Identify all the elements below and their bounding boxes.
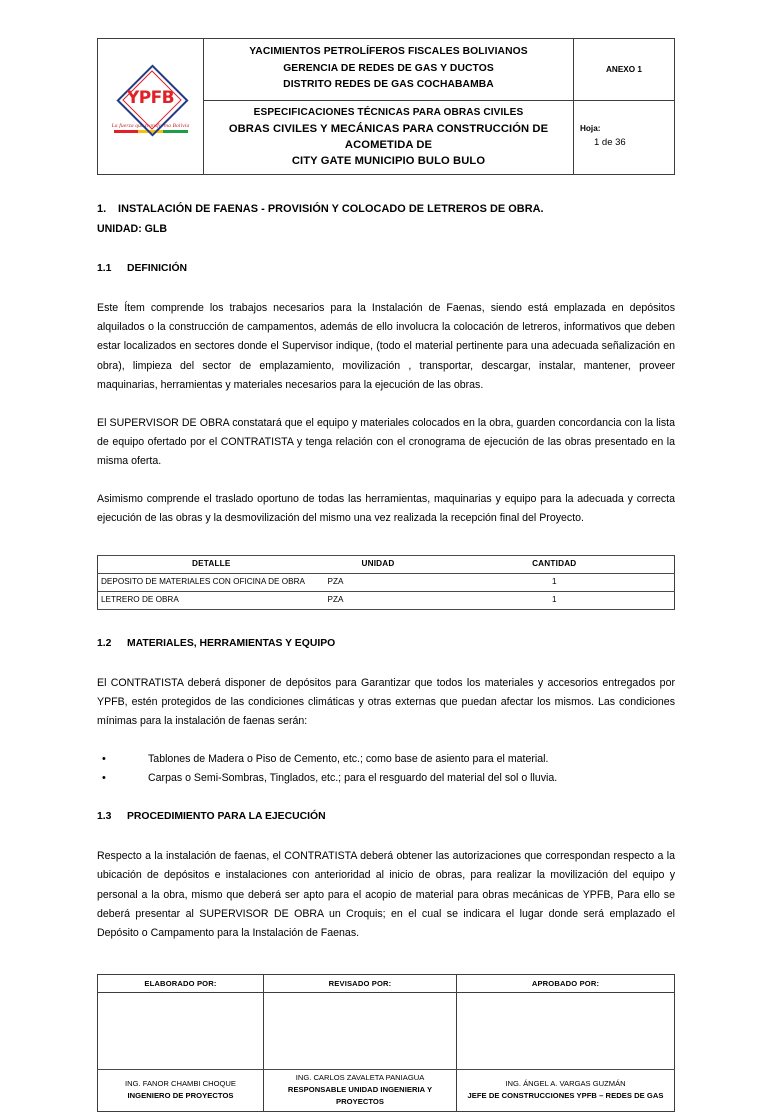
column-header-detalle: DETALLE xyxy=(98,555,325,573)
sheet-value: 1 de 36 xyxy=(580,136,668,150)
spacer xyxy=(97,610,675,636)
bullet-dot-icon: • xyxy=(102,750,106,770)
cell-unidad: PZA xyxy=(325,573,435,591)
signature-header-row xyxy=(98,974,675,993)
ypfb-diamond-icon xyxy=(108,76,194,122)
signer-elaborado xyxy=(98,1070,264,1112)
subsection-number: 1.3 xyxy=(97,809,127,825)
ypfb-tagline: La fuerza que transforma Bolivia xyxy=(105,123,197,129)
section-number: 1. xyxy=(97,201,118,217)
section-unit: UNIDAD: GLB xyxy=(97,221,675,237)
cell-detalle: LETRERO DE OBRA xyxy=(98,591,325,609)
signature-space-elaborado xyxy=(98,993,264,1070)
subsection-heading-1-2 xyxy=(97,636,675,652)
paragraph-1-1-a: Este Ítem comprende los trabajos necesarios para la Instalación de Faenas, siendo está emplazada en depósitos alquilados o la construcción de campamentos, además de ello involucra la colocación de letreros, informativos que deben estar localizados en sectores donde el Supervisor indique, (todo el material pertinente para una adecuada señalización en obra), limpieza del sector de emplazamiento, movilización , transportar, descargar, instalar, mantener, proveer maquinarias, herramientas y materiales necesarios para la ejecución de las obras. xyxy=(97,299,675,396)
signer-name: ING. FANOR CHAMBI CHOQUE xyxy=(100,1078,261,1090)
ypfb-wordmark: YPFB xyxy=(108,89,194,107)
signature-header-revisado: REVISADO POR: xyxy=(264,974,457,993)
subsection-title: MATERIALES, HERRAMIENTAS Y EQUIPO xyxy=(127,638,335,649)
item-table-head xyxy=(98,555,675,573)
signer-name: ING. CARLOS ZAVALETA PANIAGUA xyxy=(266,1072,454,1084)
column-header-unidad: UNIDAD xyxy=(325,555,435,573)
spacer xyxy=(97,396,675,414)
bar-green xyxy=(163,130,188,133)
document-body xyxy=(97,201,675,1112)
doc-line-1: ESPECIFICACIONES TÉCNICAS PARA OBRAS CIVILES xyxy=(208,105,569,121)
cell-cantidad: 1 xyxy=(435,591,675,609)
sheet-number-cell xyxy=(574,100,675,174)
signature-blank-row xyxy=(98,993,675,1070)
signer-revisado xyxy=(264,1070,457,1112)
signature-name-row xyxy=(98,1070,675,1112)
subsection-title: PROCEDIMIENTO PARA LA EJECUCIÓN xyxy=(127,811,326,822)
signer-name: ING. ÁNGEL A. VARGAS GUZMÁN xyxy=(459,1078,672,1090)
header-row-org xyxy=(98,39,675,101)
logo-cell xyxy=(98,39,204,175)
subsection-heading-1-3 xyxy=(97,809,675,825)
table-row xyxy=(98,591,675,609)
paragraph-1-3-a: Respecto a la instalación de faenas, el CONTRATISTA deberá obtener las autorizaciones que correspondan respecto a la ubicación de depósitos e instalaciones con anterioridad al inicio de obras, para realizar la movilización del equipo y personal a la obra, mismo que deberá ser apto para el acopio de material para obras mecánicas de YPFB, Para ello se deberá presentar al SUPERVISOR DE OBRA un Croquis; en el cual se indicara el lugar donde será emplazado el Depósito o Campamento para la Instalación de Faenas. xyxy=(97,847,675,944)
bar-red xyxy=(114,130,139,133)
cell-cantidad: 1 xyxy=(435,573,675,591)
org-line-1: YACIMIENTOS PETROLÍFEROS FISCALES BOLIVIANOS xyxy=(208,44,569,61)
signer-role: RESPONSABLE UNIDAD INGENIERIA Y PROYECTOS xyxy=(266,1084,454,1108)
spacer xyxy=(97,472,675,490)
subsection-title: DEFINICIÓN xyxy=(127,263,187,274)
signature-header-aprobado: APROBADO POR: xyxy=(457,974,675,993)
list-item xyxy=(97,750,675,770)
paragraph-1-1-b: El SUPERVISOR DE OBRA constatará que el equipo y materiales colocados en la obra, guarden concordancia con la lista de equipo ofertado por el CONTRATISTA y tenga relación con el cronograma de ejecución de las obras presentado en la misma oferta. xyxy=(97,414,675,472)
bullet-dot-icon: • xyxy=(102,769,106,789)
paragraph-1-1-c: Asimismo comprende el traslado oportuno de todas las herramientas, maquinarias y equipo para la adecuada y correcta ejecución de las obras y la desmovilización del mismo una vez realizada la recepción final del Proyecto. xyxy=(97,490,675,529)
org-line-3: DISTRITO REDES DE GAS COCHABAMBA xyxy=(208,77,569,94)
section-title-text: INSTALACIÓN DE FAENAS - PROVISIÓN Y COLOCADO DE LETREROS DE OBRA. xyxy=(118,203,544,215)
spacer xyxy=(97,825,675,847)
organization-title-cell xyxy=(204,39,574,101)
org-line-2: GERENCIA DE REDES DE GAS Y DUCTOS xyxy=(208,61,569,78)
signer-aprobado xyxy=(457,1070,675,1112)
spacer xyxy=(97,529,675,555)
signature-block-table xyxy=(97,974,675,1112)
column-header-cantidad: CANTIDAD xyxy=(435,555,675,573)
document-header-table xyxy=(97,38,675,175)
signature-header-elaborado: ELABORADO POR: xyxy=(98,974,264,993)
item-table-body xyxy=(98,573,675,609)
paragraph-1-2-a: El CONTRATISTA deberá disponer de depósitos para Garantizar que todos los materiales y accesorios entregados por YPFB, estén protegidos de las condiciones climáticas y otras externas que puedan afectar los mismos. Las condiciones mínimas para la instalación de faenas serán: xyxy=(97,674,675,732)
table-row xyxy=(98,573,675,591)
cell-unidad: PZA xyxy=(325,591,435,609)
sheet-label: Hoja: xyxy=(580,124,600,133)
materials-bullet-list xyxy=(97,750,675,789)
annex-label-cell: ANEXO 1 xyxy=(574,39,675,101)
spacer xyxy=(97,652,675,674)
subsection-heading-1-1 xyxy=(97,261,675,277)
spacer xyxy=(97,277,675,299)
cell-detalle: DEPOSITO DE MATERIALES CON OFICINA DE OBRA xyxy=(98,573,325,591)
spacer xyxy=(97,237,675,261)
list-item-label: Tablones de Madera o Piso de Cemento, etc.; como base de asiento para el material. xyxy=(148,753,548,765)
signature-space-revisado xyxy=(264,993,457,1070)
document-title-cell xyxy=(204,100,574,174)
section-title xyxy=(97,201,675,217)
item-quantity-table xyxy=(97,555,675,610)
signer-role: INGENIERO DE PROYECTOS xyxy=(100,1090,261,1102)
subsection-number: 1.1 xyxy=(97,261,127,277)
list-item-label: Carpas o Semi-Sombras, Tinglados, etc.; para el resguardo del material del sol o lluvia. xyxy=(148,772,557,784)
spacer xyxy=(97,732,675,750)
signer-role: JEFE DE CONSTRUCCIONES YPFB – REDES DE GAS xyxy=(459,1090,672,1102)
signature-space-aprobado xyxy=(457,993,675,1070)
ypfb-logo xyxy=(105,76,197,133)
spacer xyxy=(97,789,675,809)
doc-line-2: OBRAS CIVILES Y MECÁNICAS PARA CONSTRUCCIÓN DE ACOMETIDA DE xyxy=(208,121,569,153)
page-content xyxy=(97,38,675,1112)
list-item xyxy=(97,769,675,789)
spacer xyxy=(97,944,675,974)
table-header-row xyxy=(98,555,675,573)
subsection-number: 1.2 xyxy=(97,636,127,652)
doc-line-3: CITY GATE MUNICIPIO BULO BULO xyxy=(208,153,569,169)
